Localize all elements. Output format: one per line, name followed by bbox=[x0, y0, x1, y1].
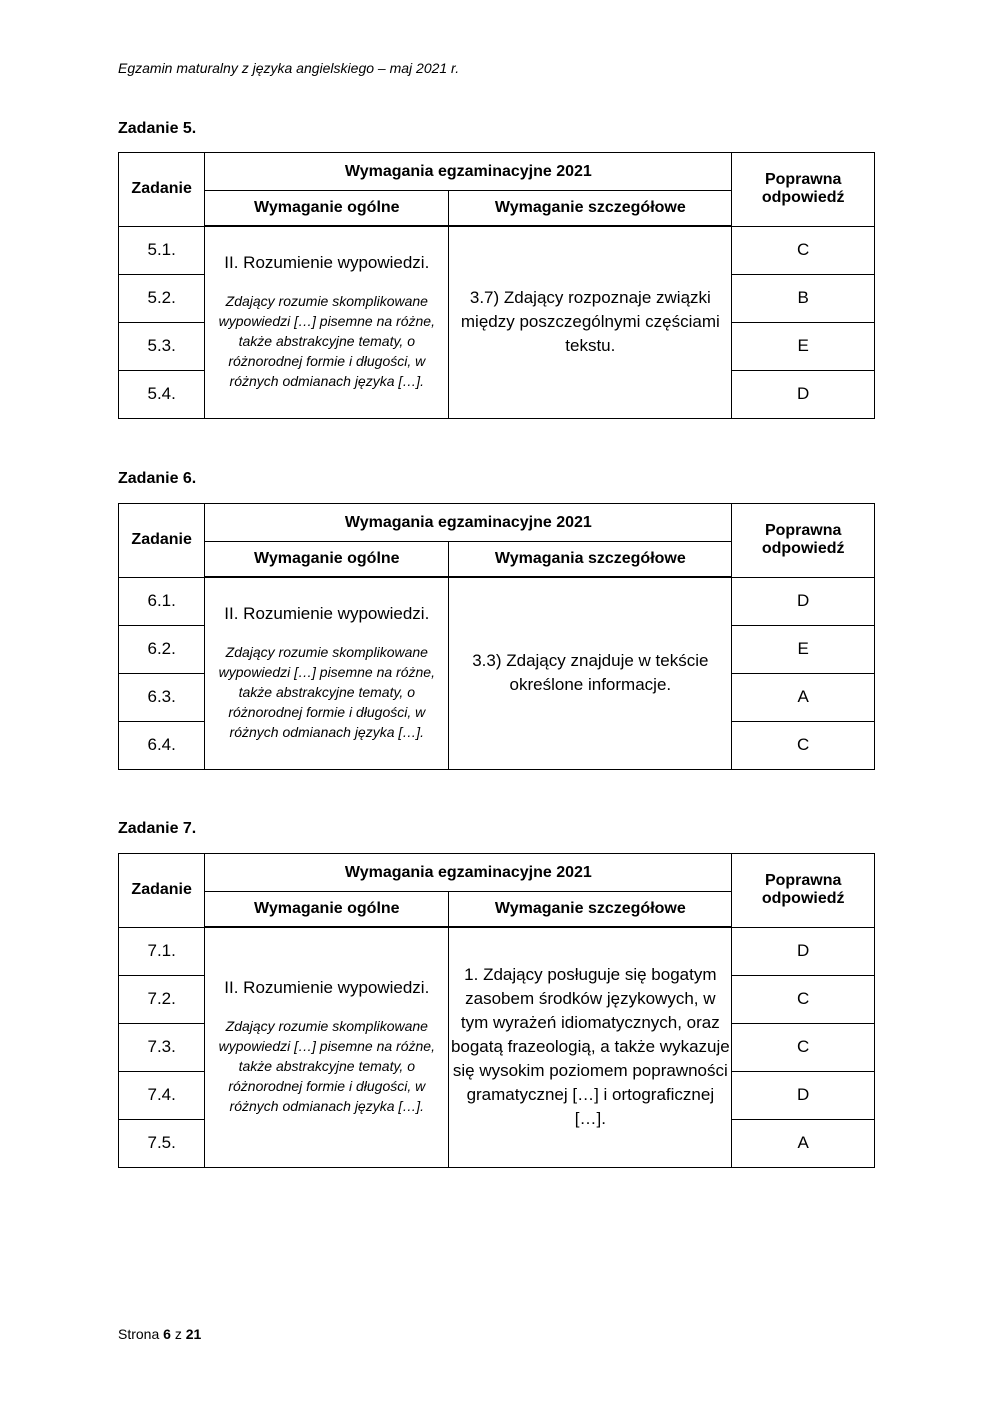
detailed-requirement: 1. Zdający posługuje się bogatym zasobem środków językowych, w tym wyrażeń idiomatycznych, oraz bogatą frazeologią, a także wykazuje się wysokim poziomem poprawności gramatycznej […] i ortograficznej […]. bbox=[449, 927, 732, 1167]
header-requirements: Wymagania egzaminacyjne 2021 bbox=[205, 854, 732, 892]
header-general: Wymaganie ogólne bbox=[205, 542, 449, 578]
header-answer: Poprawna odpowiedź bbox=[732, 153, 875, 227]
header-answer: Poprawna odpowiedź bbox=[732, 854, 875, 928]
page-footer bbox=[118, 1326, 201, 1342]
header-general: Wymaganie ogólne bbox=[205, 892, 449, 928]
header-detail: Wymaganie szczegółowe bbox=[449, 892, 732, 928]
header-requirements: Wymagania egzaminacyjne 2021 bbox=[205, 504, 732, 542]
correct-answer: B bbox=[732, 274, 875, 322]
exam-header: Egzamin maturalny z języka angielskiego – maj 2021 r. bbox=[118, 60, 460, 76]
general-requirement-description: Zdający rozumie skomplikowane wypowiedzi […] pisemne na różne, także abstrakcyjne tematy, o różnorodnej formie i długości, w różnych odmianach języka […]. bbox=[218, 293, 435, 390]
correct-answer: E bbox=[732, 322, 875, 370]
detailed-requirement: 3.7) Zdający rozpoznaje związki między poszczególnymi częściami tekstu. bbox=[449, 226, 732, 418]
task-title: Zadanie 5. bbox=[118, 120, 197, 137]
task-title: Zadanie 6. bbox=[118, 470, 197, 487]
task-number: 6.3. bbox=[119, 673, 205, 721]
task-number: 7.1. bbox=[119, 927, 205, 975]
footer-page-total: 21 bbox=[185, 1326, 202, 1342]
header-requirements: Wymagania egzaminacyjne 2021 bbox=[205, 153, 732, 191]
task-number: 7.2. bbox=[119, 975, 205, 1023]
correct-answer: C bbox=[732, 721, 875, 769]
task-number: 6.1. bbox=[119, 577, 205, 625]
footer-label: Strona bbox=[118, 1326, 160, 1342]
header-task: Zadanie bbox=[119, 854, 205, 928]
correct-answer: D bbox=[732, 577, 875, 625]
requirements-table bbox=[118, 152, 875, 419]
header-detail: Wymagania szczegółowe bbox=[449, 542, 732, 578]
general-requirement-description: Zdający rozumie skomplikowane wypowiedzi […] pisemne na różne, także abstrakcyjne tematy, o różnorodnej formie i długości, w różnych odmianach języka […]. bbox=[218, 644, 435, 741]
header-answer: Poprawna odpowiedź bbox=[732, 504, 875, 578]
footer-of: z bbox=[174, 1326, 182, 1342]
general-requirement bbox=[205, 927, 449, 1167]
task-number: 7.3. bbox=[119, 1023, 205, 1071]
task-number: 5.1. bbox=[119, 226, 205, 274]
general-requirement-main: II. Rozumienie wypowiedzi. bbox=[224, 604, 430, 624]
detailed-requirement: 3.3) Zdający znajduje w tekście określone informacje. bbox=[449, 577, 732, 769]
requirements-table bbox=[118, 503, 875, 770]
header-task: Zadanie bbox=[119, 504, 205, 578]
general-requirement-main: II. Rozumienie wypowiedzi. bbox=[224, 253, 430, 273]
header-detail: Wymaganie szczegółowe bbox=[449, 191, 732, 227]
task-title: Zadanie 7. bbox=[118, 820, 197, 837]
task-number: 6.4. bbox=[119, 721, 205, 769]
correct-answer: C bbox=[732, 226, 875, 274]
task-number: 7.4. bbox=[119, 1071, 205, 1119]
correct-answer: A bbox=[732, 673, 875, 721]
correct-answer: D bbox=[732, 927, 875, 975]
general-requirement-main: II. Rozumienie wypowiedzi. bbox=[224, 978, 430, 998]
general-requirement bbox=[205, 577, 449, 769]
correct-answer: E bbox=[732, 625, 875, 673]
task-number: 6.2. bbox=[119, 625, 205, 673]
task-number: 5.3. bbox=[119, 322, 205, 370]
task-number: 5.4. bbox=[119, 370, 205, 418]
correct-answer: D bbox=[732, 1071, 875, 1119]
general-requirement-description: Zdający rozumie skomplikowane wypowiedzi […] pisemne na różne, także abstrakcyjne tematy, o różnorodnej formie i długości, w różnych odmianach języka […]. bbox=[218, 1018, 435, 1115]
correct-answer: D bbox=[732, 370, 875, 418]
general-requirement bbox=[205, 226, 449, 418]
header-general: Wymaganie ogólne bbox=[205, 191, 449, 227]
requirements-table bbox=[118, 853, 875, 1168]
correct-answer: C bbox=[732, 975, 875, 1023]
footer-page-number: 6 bbox=[163, 1326, 171, 1342]
correct-answer: A bbox=[732, 1119, 875, 1167]
task-number: 5.2. bbox=[119, 274, 205, 322]
task-number: 7.5. bbox=[119, 1119, 205, 1167]
header-task: Zadanie bbox=[119, 153, 205, 227]
correct-answer: C bbox=[732, 1023, 875, 1071]
